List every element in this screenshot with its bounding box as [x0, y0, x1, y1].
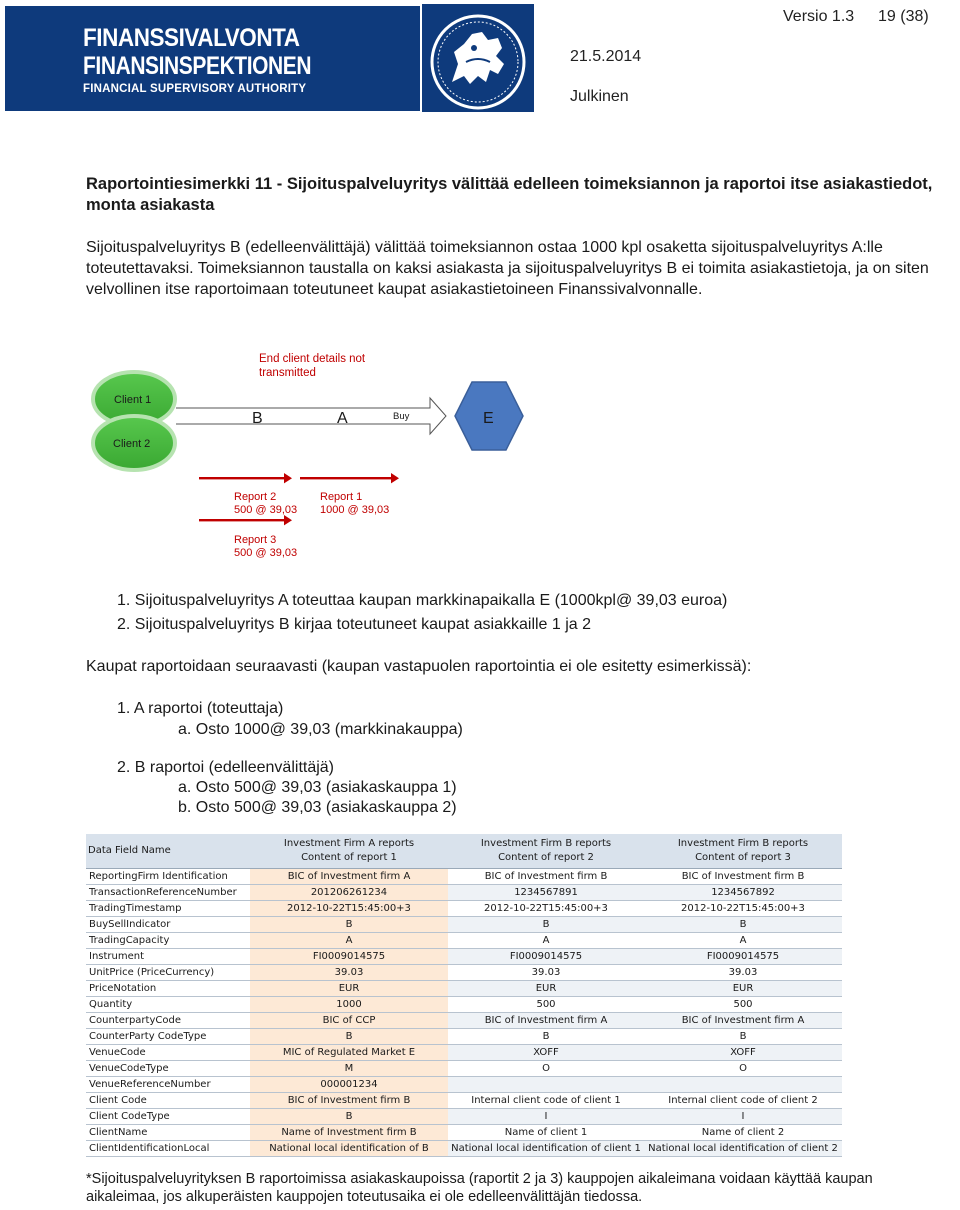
report-3-value-cell: BIC of Investment firm A	[644, 1013, 842, 1029]
field-name-cell: PriceNotation	[86, 981, 250, 997]
logo-line-1: FINANSSIVALVONTA	[83, 24, 300, 52]
report-2-value-cell: O	[448, 1061, 644, 1077]
firm-a-label: A	[337, 410, 348, 427]
document-date: 21.5.2014	[570, 48, 642, 65]
table-row	[86, 981, 842, 997]
report-1-value-cell: B	[250, 1029, 448, 1045]
client-1-label: Client 1	[114, 394, 152, 406]
field-name-cell: UnitPrice (PriceCurrency)	[86, 965, 250, 981]
report-1-value-cell: BIC of CCP	[250, 1013, 448, 1029]
field-name-cell: ClientIdentificationLocal	[86, 1141, 250, 1157]
report-2-value-cell: BIC of Investment firm A	[448, 1013, 644, 1029]
report-3-value-cell: B	[644, 1029, 842, 1045]
report-3-title: Report 3	[234, 534, 277, 546]
report-2-value-cell: XOFF	[448, 1045, 644, 1061]
report-2-value-cell: B	[448, 917, 644, 933]
report-b-item-a: a. Osto 500@ 39,03 (asiakaskauppa 1)	[178, 779, 457, 796]
field-name-cell: CounterParty CodeType	[86, 1029, 250, 1045]
table-row	[86, 917, 842, 933]
report-1-value-cell: 2012-10-22T15:45:00+3	[250, 901, 448, 917]
report-1-title: Report 1	[320, 491, 363, 503]
report-2-value-cell: 500	[448, 997, 644, 1013]
field-name-cell: VenueCode	[86, 1045, 250, 1061]
page-title: Raportointiesimerkki 11 - Sijoituspalveluyritys välittää edelleen toimeksiannon ja raportoi itse asiakastiedot, monta asiakasta	[86, 175, 933, 214]
report-3-value: 500 @ 39,03	[234, 547, 298, 559]
report-1-value-cell: MIC of Regulated Market E	[250, 1045, 448, 1061]
classification-label: Julkinen	[570, 88, 629, 105]
report-3-value-cell: 500	[644, 997, 842, 1013]
field-name-cell: BuySellIndicator	[86, 917, 250, 933]
report-1-value-cell: FI0009014575	[250, 949, 448, 965]
table-row	[86, 1125, 842, 1141]
version-label: Versio 1.3	[783, 8, 855, 25]
reporting-intro: Kaupat raportoidaan seuraavasti (kaupan vastapuolen raportointia ei ole esitetty esimerkissä):	[86, 658, 752, 675]
report-1-value-cell: 000001234	[250, 1077, 448, 1093]
report-arrow-1	[300, 473, 399, 483]
report-2-title: Report 2	[234, 491, 277, 503]
report-1-value-cell: M	[250, 1061, 448, 1077]
field-name-cell: TransactionReferenceNumber	[86, 885, 250, 901]
report-3-value-cell: B	[644, 917, 842, 933]
report-3-value-cell: 1234567892	[644, 885, 842, 901]
report-3-value-cell: Name of client 2	[644, 1125, 842, 1141]
report-arrow-3	[199, 515, 292, 525]
report-3-value-cell: 2012-10-22T15:45:00+3	[644, 901, 842, 917]
table-row	[86, 1077, 842, 1093]
report-a-title: 1. A raportoi (toteuttaja)	[117, 700, 284, 717]
footnote: *Sijoituspalveluyrityksen B raportoimissa asiakaskaupoissa (raportit 2 ja 3) kauppojen aikaleimana voidaan käyttää kaupan aikaleimaa, jos alkuperäisten kauppojen toteutusaika ei ole edelleenvälittäjän tiedossa.	[86, 1171, 873, 1205]
report-2-value-cell: A	[448, 933, 644, 949]
report-2-value-cell: B	[448, 1029, 644, 1045]
table-row	[86, 1045, 842, 1061]
report-3-value-cell: A	[644, 933, 842, 949]
diagram-note-line-1: End client details not	[259, 353, 366, 365]
table-header-row	[86, 834, 842, 869]
field-name-cell: CounterpartyCode	[86, 1013, 250, 1029]
report-3-value-cell	[644, 1077, 842, 1093]
logo-line-3: FINANCIAL SUPERVISORY AUTHORITY	[83, 83, 307, 95]
report-2-value-cell: National local identification of client 1	[448, 1141, 644, 1157]
field-name-cell: VenueCodeType	[86, 1061, 250, 1077]
diagram-note-line-2: transmitted	[259, 367, 316, 379]
column-header: Investment Firm B reports Content of report 3	[644, 834, 842, 869]
table-row	[86, 949, 842, 965]
table-row	[86, 885, 842, 901]
report-1-value-cell: Name of Investment firm B	[250, 1125, 448, 1141]
report-2-value-cell: 2012-10-22T15:45:00+3	[448, 901, 644, 917]
page-number: 19 (38)	[878, 8, 929, 25]
field-name-cell: Instrument	[86, 949, 250, 965]
report-1-value-cell: A	[250, 933, 448, 949]
report-1-value-cell: 39.03	[250, 965, 448, 981]
report-3-value-cell: BIC of Investment firm B	[644, 869, 842, 885]
field-name-cell: TradingTimestamp	[86, 901, 250, 917]
report-2-value: 500 @ 39,03	[234, 504, 298, 516]
report-arrow-2	[199, 473, 292, 483]
step-2: 2. Sijoituspalveluyritys B kirjaa toteutuneet kaupat asiakkaille 1 ja 2	[117, 616, 592, 633]
logo-line-2: FINANSINSPEKTIONEN	[83, 52, 312, 80]
table-row	[86, 1029, 842, 1045]
intro-paragraph: Sijoituspalveluyritys B (edelleenvälittäjä) välittää toimeksiannon ostaa 1000 kpl osaketta sijoituspalveluyritys A:lle toteutettavaksi. Toimeksiannon taustalla on kaksi asiakasta ja sijoituspalveluyritys B ei toimita asiakastietoja, ja on siten velvollinen itse raportoimaan toteutuneet kaupat asiakastietoineen Finanssivalvonnalle.	[86, 239, 929, 298]
report-b-item-b: b. Osto 500@ 39,03 (asiakaskauppa 2)	[178, 799, 457, 816]
report-a-item: a. Osto 1000@ 39,03 (markkinakauppa)	[178, 721, 463, 738]
field-name-cell: ReportingFirm Identification	[86, 869, 250, 885]
report-3-value-cell: National local identification of client 2	[644, 1141, 842, 1157]
firm-b-label: B	[252, 410, 263, 427]
report-3-value-cell: XOFF	[644, 1045, 842, 1061]
report-2-value-cell: Internal client code of client 1	[448, 1093, 644, 1109]
report-2-value-cell: FI0009014575	[448, 949, 644, 965]
report-content-table	[86, 834, 842, 1156]
venue-e-label: E	[483, 410, 494, 427]
table-row	[86, 1093, 842, 1109]
report-1-value-cell: B	[250, 917, 448, 933]
report-3-value-cell: EUR	[644, 981, 842, 997]
report-3-value-cell: I	[644, 1109, 842, 1125]
step-1: 1. Sijoituspalveluyritys A toteuttaa kaupan markkinapaikalla E (1000kpl@ 39,03 euroa)	[117, 592, 728, 609]
report-b-title: 2. B raportoi (edelleenvälittäjä)	[117, 759, 335, 776]
report-1-value-cell: B	[250, 1109, 448, 1125]
reporting-flow-diagram	[0, 340, 960, 570]
report-3-value-cell: FI0009014575	[644, 949, 842, 965]
report-2-value-cell	[448, 1077, 644, 1093]
buy-label: Buy	[393, 411, 410, 422]
report-1-value-cell: National local identification of B	[250, 1141, 448, 1157]
report-2-value-cell: 39.03	[448, 965, 644, 981]
report-3-value-cell: 39.03	[644, 965, 842, 981]
report-2-value-cell: I	[448, 1109, 644, 1125]
report-3-value-cell: O	[644, 1061, 842, 1077]
field-name-cell: ClientName	[86, 1125, 250, 1141]
table-row	[86, 869, 842, 885]
report-1-value-cell: 201206261234	[250, 885, 448, 901]
report-1-value-cell: 1000	[250, 997, 448, 1013]
lion-seal-icon	[422, 4, 534, 112]
field-name-cell: Client Code	[86, 1093, 250, 1109]
report-2-value-cell: Name of client 1	[448, 1125, 644, 1141]
field-name-cell: VenueReferenceNumber	[86, 1077, 250, 1093]
report-2-value-cell: 1234567891	[448, 885, 644, 901]
column-header: Investment Firm A reports Content of report 1	[250, 834, 448, 869]
table-row	[86, 1013, 842, 1029]
table-row	[86, 933, 842, 949]
column-header: Data Field Name	[86, 834, 250, 869]
table-row	[86, 997, 842, 1013]
table-row	[86, 1141, 842, 1157]
report-1-value: 1000 @ 39,03	[320, 504, 390, 516]
table-row	[86, 901, 842, 917]
client-2-label: Client 2	[113, 438, 151, 450]
column-header: Investment Firm B reports Content of report 2	[448, 834, 644, 869]
report-1-value-cell: BIC of Investment firm B	[250, 1093, 448, 1109]
field-name-cell: TradingCapacity	[86, 933, 250, 949]
table-row	[86, 965, 842, 981]
table-row	[86, 1061, 842, 1077]
field-name-cell: Quantity	[86, 997, 250, 1013]
authority-logo	[5, 6, 420, 111]
report-1-value-cell: BIC of Investment firm A	[250, 869, 448, 885]
report-2-value-cell: EUR	[448, 981, 644, 997]
report-2-value-cell: BIC of Investment firm B	[448, 869, 644, 885]
field-name-cell: Client CodeType	[86, 1109, 250, 1125]
report-3-value-cell: Internal client code of client 2	[644, 1093, 842, 1109]
report-1-value-cell: EUR	[250, 981, 448, 997]
table-row	[86, 1109, 842, 1125]
